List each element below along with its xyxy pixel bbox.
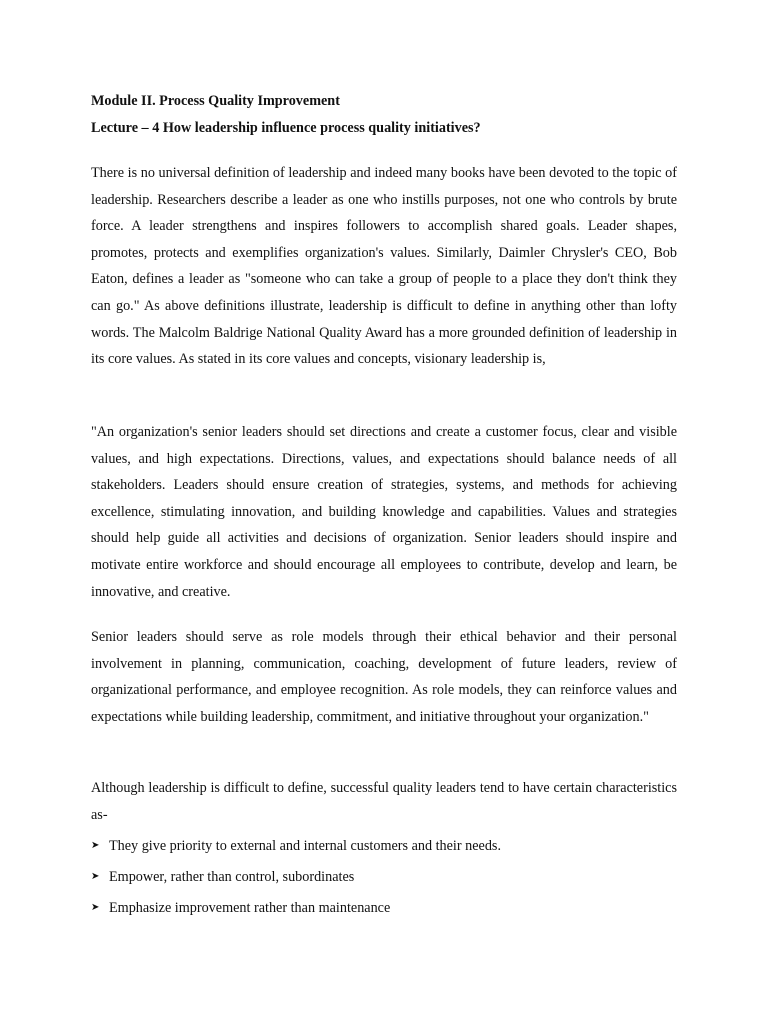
list-item-text: They give priority to external and internal customers and their needs.: [109, 838, 501, 854]
paragraph-quote-1: "An organization's senior leaders should set directions and create a customer focus, clear and visible values, and high expectations. Directions, values, and expectations should balance needs of all stakeholders. Leaders should ensure creation of strategies, systems, and methods for achieving excellence, stimulating innovation, and building knowledge and capabilities. Values and strategies should help guide all activities and decisions of organization. Senior leaders should inspire and motivate entire workforce and should encourage all employees to contribute, develop and learn, be innovative, and creative.: [91, 424, 677, 600]
paragraph-characteristics: Although leadership is difficult to define, successful quality leaders tend to have certain characteristics as-: [91, 780, 677, 823]
list-item-text: Emphasize improvement rather than maintenance: [109, 900, 391, 916]
module-title: Module II. Process Quality Improvement: [91, 93, 340, 109]
characteristics-list: [91, 836, 691, 929]
list-item: [91, 898, 691, 929]
list-item: [91, 836, 691, 867]
lecture-title: Lecture – 4 How leadership influence process quality initiatives?: [91, 120, 481, 136]
arrowhead-bullet-icon: ➤: [91, 902, 100, 913]
list-item-text: Empower, rather than control, subordinates: [109, 869, 355, 885]
paragraph-intro: There is no universal definition of leadership and indeed many books have been devoted to the topic of leadership. Researchers describe a leader as one who instills purposes, not one who controls by brute force. A leader strengthens and inspires followers to accomplish shared goals. Leader shapes, promotes, protects and exemplifies organization's values. Similarly, Daimler Chrysler's CEO, Bob Eaton, defines a leader as "someone who can take a group of people to a place they don't think they can go." As above definitions illustrate, leadership is difficult to define in anything other than lofty words. The Malcolm Baldrige National Quality Award has a more grounded definition of leadership in its core values. As stated in its core values and concepts, visionary leadership is,: [91, 165, 677, 368]
arrowhead-bullet-icon: ➤: [91, 871, 100, 882]
arrowhead-bullet-icon: ➤: [91, 840, 100, 851]
paragraph-quote-2: Senior leaders should serve as role models through their ethical behavior and their personal involvement in planning, communication, coaching, development of future leaders, review of organizational performance, and employee recognition. As role models, they can reinforce values and expectations while building leadership, commitment, and initiative throughout your organization.": [91, 629, 677, 725]
list-item: [91, 867, 691, 898]
